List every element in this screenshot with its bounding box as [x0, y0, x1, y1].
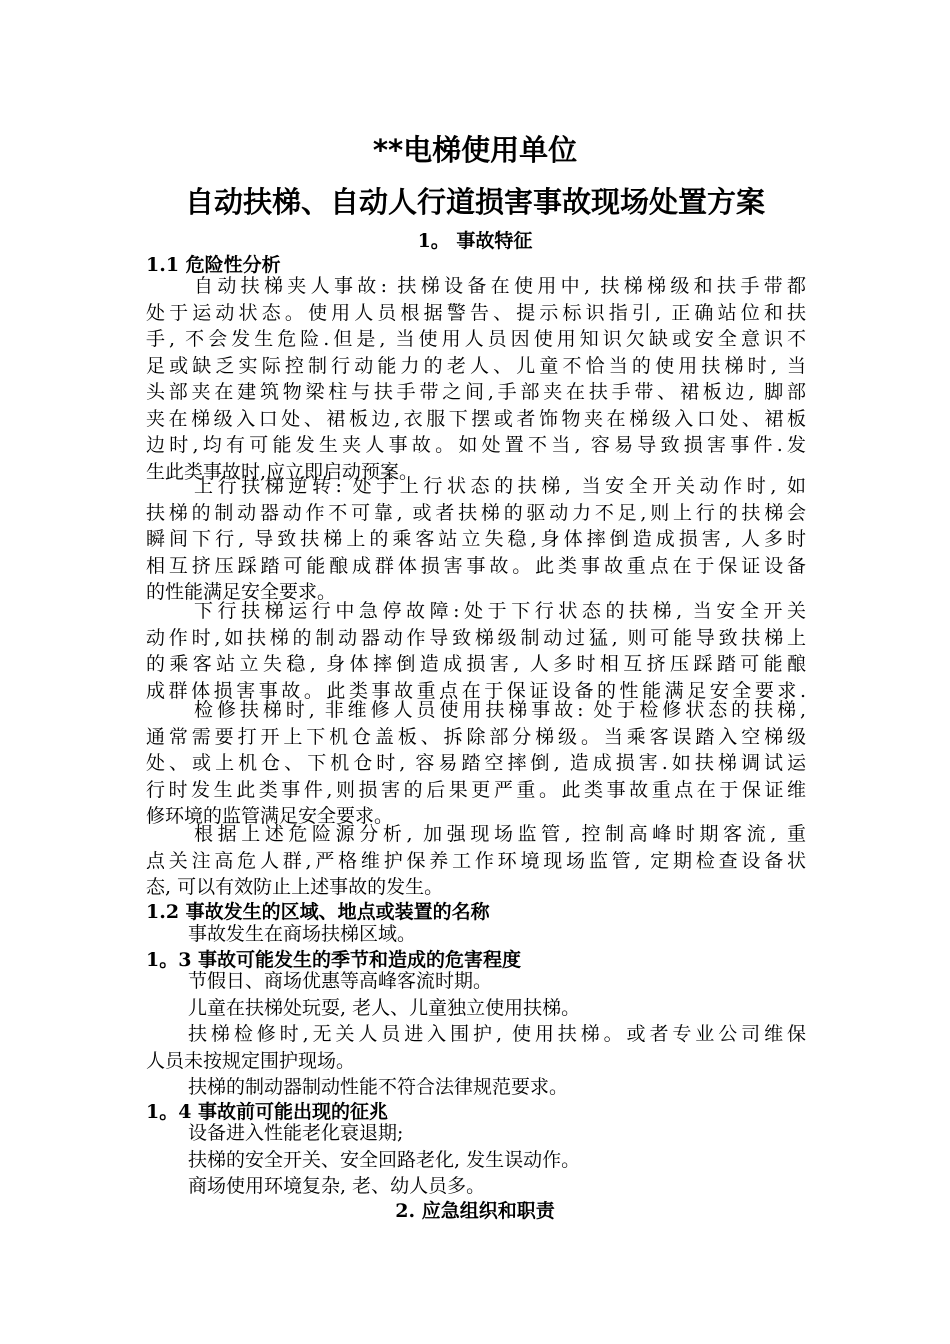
- text-line: 瞬间下行, 导致扶梯上的乘客站立失稳,身体摔倒造成损害, 人多时: [146, 528, 806, 550]
- paragraph-downward-emergency-stop: [146, 598, 806, 704]
- section-heading-1: 1。 事故特征: [417, 230, 533, 252]
- text-line: 头部夹在建筑物梁柱与扶手带之间,手部夹在扶手带、裙板边, 脚部: [146, 381, 806, 403]
- text-line: 节假日、商场优惠等高峰客流时期。: [188, 970, 493, 992]
- text-line: 扶梯检修时,无关人员进入围护, 使用扶梯。或者专业公司维保: [188, 1023, 806, 1045]
- text-line: 处于运动状态。使用人员根据警告、提示标识指引, 正确站位和扶: [146, 301, 806, 324]
- text-line: 成群体损害事故。此类事故重点在于保证设备的性能满足安全要求.: [146, 679, 806, 702]
- text-line: 处、或上机仓、下机仓时, 容易踏空摔倒, 造成损害.如扶梯调试运: [146, 752, 806, 774]
- document-title-main: 自动扶梯、自动人行道损害事故现场处置方案: [184, 185, 765, 219]
- paragraph-risk-summary: [146, 821, 806, 901]
- text-line: 行时发生此类事件,则损害的后果更严重。此类事故重点在于保证维: [146, 778, 806, 801]
- text-line: 人员未按规定围护现场。: [146, 1049, 356, 1072]
- text-line: 检修扶梯时, 非维修人员使用扶梯事故: 处于检修状态的扶梯,: [194, 699, 806, 721]
- paragraph-escalator-pinch: [146, 273, 806, 485]
- text-line: 事故发生在商场扶梯区域。: [188, 923, 417, 945]
- text-line: 修环境的监管满足安全要求。: [146, 805, 394, 827]
- text-line: 下行扶梯运行中急停故障:处于下行状态的扶梯, 当安全开关: [194, 600, 806, 622]
- text-line: 自动扶梯夹人事故: 扶梯设备在使用中, 扶梯梯级和扶手带都: [194, 275, 806, 297]
- text-line: 动作时,如扶梯的制动器动作导致梯级制动过猛, 则可能导致扶梯上: [146, 626, 806, 649]
- text-line: 通常需要打开上下机仓盖板、拆除部分梯级。当乘客误踏入空梯级: [146, 725, 806, 748]
- text-line: 上行扶梯逆转: 处于上行状态的扶梯, 当安全开关动作时, 如: [194, 475, 806, 497]
- section-heading-2: 2. 应急组织和职责: [395, 1200, 555, 1222]
- subsection-heading-1-1: 1.1 危险性分析: [146, 254, 281, 276]
- text-line: 边时,均有可能发生夹人事故。如处置不当, 容易导致损害事件.发: [146, 434, 806, 456]
- paragraph-maintenance-accident: [146, 697, 806, 830]
- text-line: 足或缺乏实际控制行动能力的老人、儿童不恰当的使用扶梯时, 当: [146, 354, 806, 377]
- text-line: 生此类事故时,应立即启动预案。: [146, 460, 419, 483]
- subsection-heading-1-2: 1.2 事故发生的区域、地点或装置的名称: [146, 901, 490, 923]
- text-line: 手, 不会发生危险.但是, 当使用人员因使用知识欠缺或安全意识不: [146, 328, 806, 350]
- subsection-heading-1-4: 1。4 事故前可能出现的征兆: [146, 1101, 389, 1123]
- paragraph-upward-reversal: [146, 473, 806, 606]
- subsection-heading-1-3: 1。3 事故可能发生的季节和造成的危害程度: [146, 949, 522, 971]
- text-line: 扶梯的安全开关、安全回路老化, 发生误动作。: [188, 1148, 581, 1171]
- text-line: 的乘客站立失稳, 身体摔倒造成损害, 人多时相互挤压踩踏可能酿: [146, 653, 806, 675]
- text-line: 扶梯的制动器制动性能不符合法律规范要求。: [188, 1076, 569, 1098]
- text-line: 设备进入性能老化衰退期;: [188, 1122, 404, 1144]
- text-line: 的性能满足安全要求。: [146, 581, 337, 603]
- text-line: 态, 可以有效防止上述事故的发生。: [146, 876, 444, 898]
- text-line: 根据上述危险源分析, 加强现场监管, 控制高峰时期客流, 重: [194, 823, 806, 845]
- text-line: 相互挤压踩踏可能酿成群体损害事故。此类事故重点在于保证设备: [146, 554, 806, 577]
- paragraph-warning-signs: [146, 1120, 806, 1200]
- text-line: 点关注高危人群,严格维护保养工作环境现场监管, 定期检查设备状: [146, 849, 806, 872]
- text-line: 扶梯的制动器动作不可靠, 或者扶梯的驱动力不足,则上行的扶梯会: [146, 501, 806, 524]
- document-title-org: **电梯使用单位: [372, 133, 578, 167]
- paragraph-location: [146, 921, 806, 948]
- text-line: 儿童在扶梯处玩耍, 老人、儿童独立使用扶梯。: [188, 996, 581, 1019]
- text-line: 夹在梯级入口处、裙板边,衣服下摆或者饰物夹在梯级入口处、裙板: [146, 407, 806, 430]
- text-line: 商场使用环境复杂, 老、幼人员多。: [188, 1175, 486, 1197]
- paragraph-season-hazard: [146, 968, 806, 1101]
